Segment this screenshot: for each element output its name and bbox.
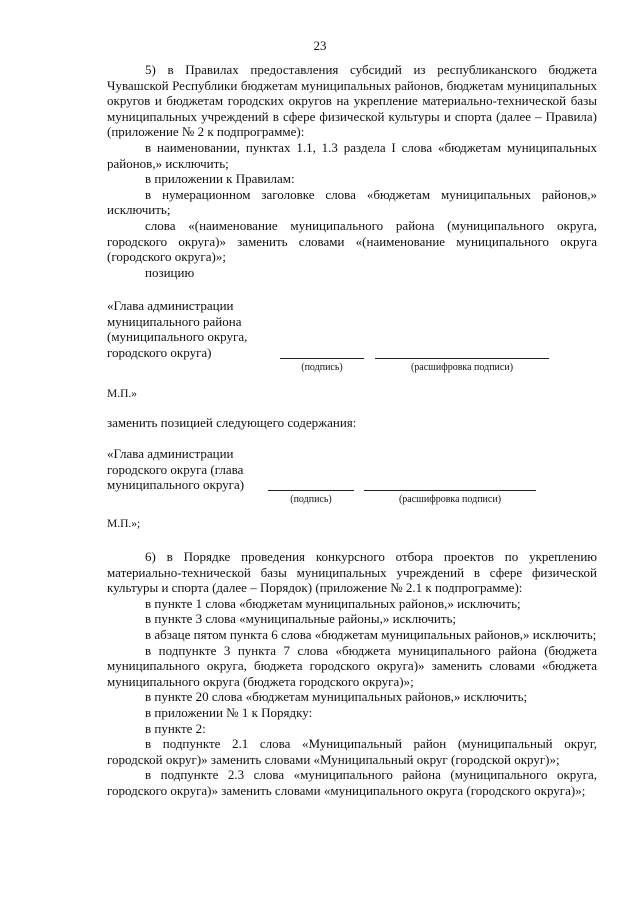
paragraph: в приложении № 1 к Порядку:: [145, 704, 313, 720]
paragraph: в наименовании, пунктах 1.1, 1.3 раздела I слова «бюджетам муниципальных районов,» исключить;: [107, 139, 597, 171]
signature-block-2: [107, 446, 244, 493]
paragraph: в пункте 3 слова «муниципальные районы,» исключить;: [145, 611, 457, 627]
decode-caption: (расшифровка подписи): [410, 362, 514, 373]
page-number: 23: [313, 38, 327, 53]
stamp-mark: М.П.»: [107, 388, 138, 400]
replace-text: заменить позицией следующего содержания:: [107, 415, 357, 430]
paragraph: в нумерационном заголовке слова «бюджетам муниципальных районов,» исключить;: [107, 186, 597, 218]
paragraph: в подпункте 2.1 слова «Муниципальный район (муниципальный округ, городской округ)» заменить словами «Муниципальный округ (городской округ)»;: [107, 736, 597, 767]
decode-line: [364, 490, 536, 491]
signature-line: [268, 490, 354, 491]
sign-caption: (подпись): [290, 494, 332, 505]
section-6: [107, 549, 597, 799]
sig-line: муниципального округа): [107, 477, 245, 493]
section-5: [107, 62, 597, 280]
paragraph: 5) в Правилах предоставления субсидий из республиканского бюджета Чувашской Республики бюджетам муниципальных районов, бюджетам муниципальных округов и бюджетам городских округов на укрепление материально-технической базы муниципальных учреждений в сфере физической культуры и спорта (далее – Правила) (приложение № 2 к подпрограмме):: [107, 62, 597, 140]
stamp-mark: М.П.»;: [107, 518, 141, 530]
paragraph: в пункте 1 слова «бюджетам муниципальных районов,» исключить;: [145, 595, 521, 611]
sign-caption: (подпись): [301, 362, 343, 373]
sig-line: городского округа (глава: [107, 461, 244, 477]
sig-line: городского округа): [107, 344, 212, 360]
signature-line: [280, 358, 364, 359]
sig-line: «Глава администрации: [107, 446, 234, 461]
paragraph: в приложении к Правилам:: [145, 171, 295, 187]
sig-line: муниципального района: [107, 313, 242, 329]
signature-block-1: [107, 298, 247, 360]
paragraph: позицию: [145, 264, 195, 280]
paragraph: в абзаце пятом пункта 6 слова «бюджетам муниципальных районов,» исключить;: [145, 626, 597, 642]
paragraph: в подпункте 3 пункта 7 слова «бюджета муниципального района (бюджета муниципального округа, бюджета городского округа)» заменить словами «бюджета муниципального округа (бюджета городского округа)»;: [107, 642, 597, 689]
sig-line: «Глава администрации: [107, 298, 234, 313]
paragraph: в пункте 20 слова «бюджетам муниципальных районов,» исключить;: [145, 689, 528, 705]
decode-line: [375, 358, 549, 359]
paragraph: в подпункте 2.3 слова «муниципального района (муниципального округа, городского округа)» заменить словами «муниципального округа (городского округа)»;: [107, 767, 597, 798]
decode-caption: (расшифровка подписи): [398, 494, 502, 505]
paragraph: 6) в Порядке проведения конкурсного отбора проектов по укреплению материально-технической базы муниципальных учреждений в сфере физической культуры и спорта (далее – Порядок) (приложение № 2.1 к подпрограмме):: [107, 549, 597, 596]
paragraph: слова «(наименование муниципального района (муниципального округа, городского округа)» заменить словами «(наименование муниципального округа (городского округа)»;: [107, 217, 597, 265]
paragraph: в пункте 2:: [145, 720, 206, 736]
sig-line: (муниципального округа,: [107, 329, 248, 345]
